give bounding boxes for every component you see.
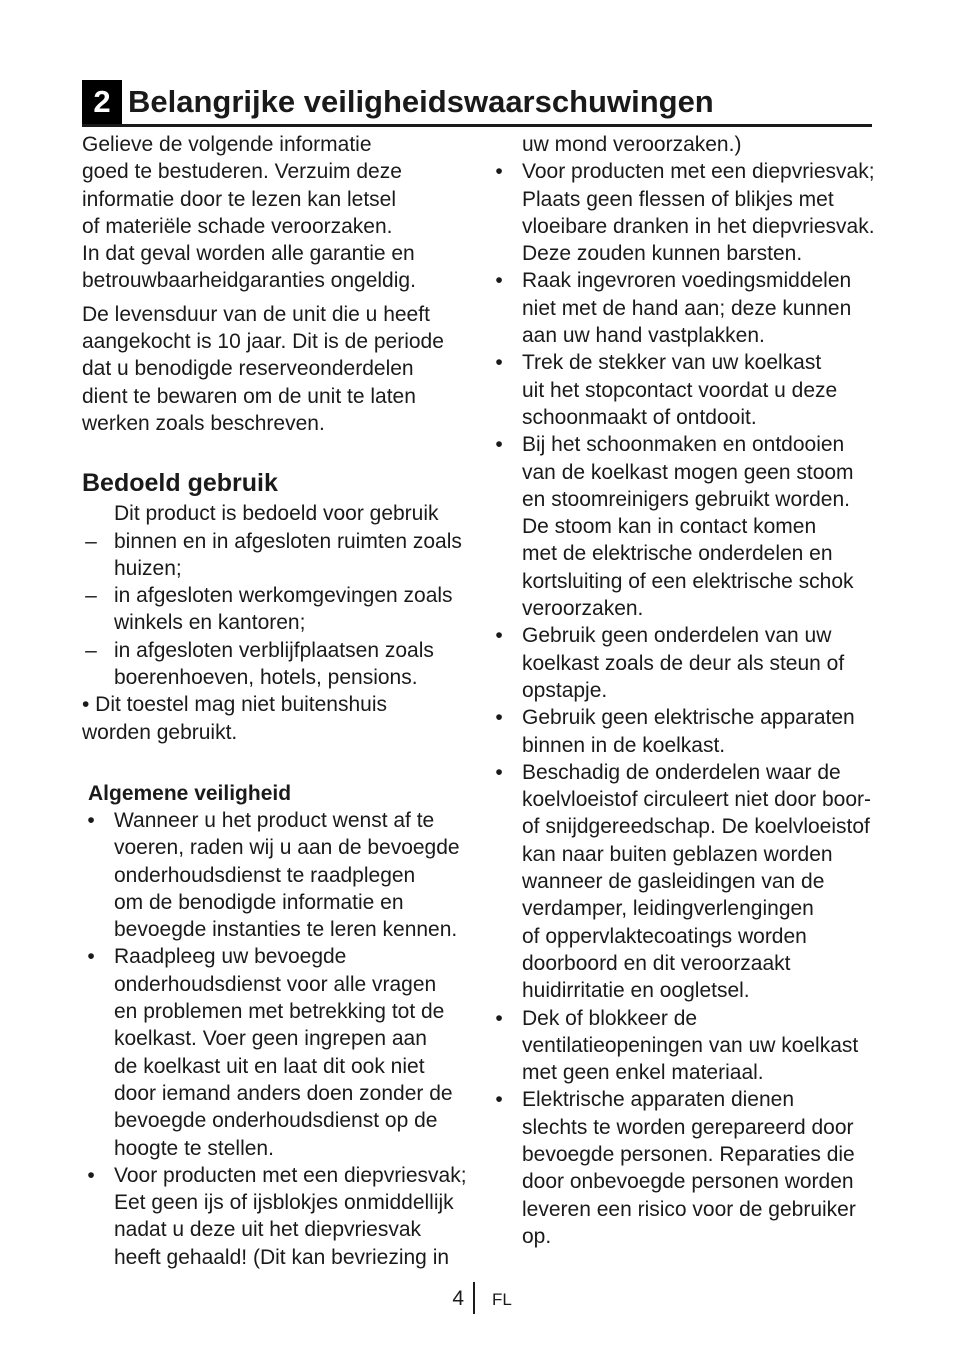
- text-line: nadat u deze uit het diepvriesvak: [114, 1218, 422, 1242]
- text-line: door onbevoegde personen worden: [522, 1170, 854, 1194]
- list-item-text: [114, 639, 434, 689]
- text-line: door iemand anders doen zonder de: [114, 1081, 453, 1105]
- chapter-header: [82, 80, 872, 127]
- bullet-icon: •: [495, 1006, 503, 1030]
- bullet-icon: •: [495, 1088, 503, 1112]
- text-line: binnen in de koelkast.: [522, 733, 726, 757]
- intro-paragraph: [82, 131, 472, 295]
- bullet-icon: •: [87, 945, 95, 969]
- text-line: voeren, raden wij u aan de bevoegde: [114, 836, 460, 860]
- text-line: worden gebruikt.: [82, 720, 238, 744]
- chapter-number: 2: [82, 80, 122, 124]
- text-line: ventilatieopeningen van uw koelkast: [522, 1033, 859, 1057]
- text-line: de koelkast uit en laat dit ook niet: [114, 1054, 425, 1078]
- list-item: [490, 349, 880, 431]
- text-line: onderhoudsdienst voor alle vragen: [114, 972, 437, 996]
- bullet-icon: •: [495, 160, 503, 184]
- text-line: Voor producten met een diepvriesvak;: [522, 160, 875, 184]
- text-line: dat u benodigde reserveonderdelen: [82, 357, 414, 381]
- text-line: en stoomreinigers gebruikt worden.: [522, 487, 851, 511]
- text-line: betrouwbaarheidgaranties ongeldig.: [82, 269, 416, 293]
- text-line: onderhoudsdienst te raadplegen: [114, 863, 416, 887]
- left-column: [82, 131, 472, 1271]
- text-line: De stoom kan in contact komen: [522, 515, 817, 539]
- text-line: om de benodigde informatie en: [114, 890, 404, 914]
- bullet-icon: •: [495, 760, 503, 784]
- text-line: boerenhoeven, hotels, pensions.: [114, 666, 418, 690]
- text-line: Gelieve de volgende informatie: [82, 133, 372, 156]
- text-line: hoogte te stellen.: [114, 1136, 274, 1160]
- list-item: [490, 704, 880, 759]
- list-item-text: [522, 761, 871, 1002]
- text-line: doorboord en dit veroorzaakt: [522, 951, 791, 975]
- list-item-text: [522, 1007, 858, 1085]
- list-item: [82, 943, 472, 1161]
- text-line: Wanneer u het product wenst af te: [114, 808, 435, 832]
- list-item: [490, 431, 880, 622]
- list-item-text: [114, 584, 453, 634]
- text-line: aangekocht is 10 jaar. Dit is de periode: [82, 330, 444, 354]
- text-line: kortsluiting of een elektrische schok: [522, 569, 854, 593]
- text-line: • Dit toestel mag niet buitenshuis: [82, 693, 388, 717]
- text-line: Deze zouden kunnen barsten.: [522, 242, 803, 266]
- text-line: bevoegde instanties te leren kennen.: [114, 918, 458, 942]
- text-line: bevoegde personen. Reparaties die: [522, 1142, 855, 1166]
- text-line: vloeibare dranken in het diepvriesvak.: [522, 214, 875, 238]
- section-heading-intended-use: Bedoeld gebruik: [82, 469, 278, 498]
- list-item: [490, 622, 880, 704]
- text-line: Bij het schoonmaken en ontdooien: [522, 433, 845, 457]
- list-item-text: [522, 1088, 856, 1247]
- list-item-text: [522, 706, 855, 756]
- continuation-text: uw mond veroorzaken.): [522, 133, 742, 156]
- list-item-text: [114, 530, 462, 580]
- text-line: opstapje.: [522, 678, 608, 702]
- bullet-icon: •: [87, 1163, 95, 1187]
- list-item: [82, 637, 472, 692]
- bullet-icon: •: [495, 433, 503, 457]
- safety-list-continued: [490, 158, 880, 1250]
- text-line: veroorzaken.: [522, 597, 644, 621]
- text-line: koelkast zoals de deur als steun of: [522, 651, 845, 675]
- dash-icon: –: [85, 638, 97, 662]
- text-line: leveren een risico voor de gebruiker: [522, 1197, 856, 1221]
- list-item: [82, 1162, 472, 1271]
- text-line: Trek de stekker van uw koelkast: [522, 351, 822, 375]
- text-line: werken zoals beschreven.: [82, 411, 325, 435]
- text-line: met de elektrische onderdelen en: [522, 542, 833, 566]
- text-line: informatie door te lezen kan letsel: [82, 187, 397, 211]
- text-line: goed te bestuderen. Verzuim deze: [82, 160, 402, 184]
- bullet-icon: •: [495, 269, 503, 293]
- text-line: of oppervlaktecoatings worden: [522, 924, 807, 948]
- text-line: met geen enkel materiaal.: [522, 1061, 764, 1085]
- text-line: of materiële schade veroorzaken.: [82, 214, 393, 238]
- text-line: Gebruik geen onderdelen van uw: [522, 624, 832, 648]
- bullet-icon: •: [495, 706, 503, 730]
- text-line: koelvloeistof circuleert niet door boor-: [522, 788, 872, 812]
- text-line: In dat geval worden alle garantie en: [82, 242, 415, 266]
- text-line: op.: [522, 1224, 552, 1248]
- list-item: [82, 807, 472, 943]
- text-line: schoonmaakt of ontdooit.: [522, 405, 757, 429]
- list-item-text: [522, 351, 837, 429]
- intended-use-list: [82, 528, 472, 692]
- bullet-icon: •: [87, 808, 95, 832]
- chapter-title: Belangrijke veiligheidswaarschuwingen: [128, 84, 714, 119]
- text-line: kan naar buiten geblazen worden: [522, 842, 833, 866]
- text-line: van de koelkast mogen geen stoom: [522, 460, 854, 484]
- text-line: Gebruik geen elektrische apparaten: [522, 706, 855, 730]
- text-line: Beschadig de onderdelen waar de: [522, 760, 841, 784]
- text-line: verdamper, leidingverlengingen: [522, 897, 814, 921]
- text-line: dient te bewaren om de unit te laten: [82, 384, 416, 408]
- text-line: Raak ingevroren voedingsmiddelen: [522, 269, 852, 293]
- list-item: [490, 158, 880, 267]
- list-item-text: [522, 160, 875, 265]
- list-item: [490, 267, 880, 349]
- text-line: Voor producten met een diepvriesvak;: [114, 1163, 467, 1187]
- list-item: [490, 1086, 880, 1250]
- text-line: koelkast. Voer geen ingrepen aan: [114, 1027, 427, 1051]
- text-line: in afgesloten werkomgevingen zoals: [114, 584, 453, 608]
- text-line: of snijdgereedschap. De koelvloeistof: [522, 815, 870, 839]
- lifetime-paragraph: [82, 301, 472, 437]
- text-line: Plaats geen flessen of blikjes met: [522, 187, 834, 211]
- list-item: [490, 759, 880, 1005]
- intended-use-lead: Dit product is bedoeld voor gebruik: [114, 502, 439, 526]
- text-line: Eet geen ijs of ijsblokjes onmiddellijk: [114, 1191, 454, 1215]
- list-item: [82, 582, 472, 637]
- list-item-text: [522, 269, 851, 347]
- text-line: wanneer de gasleidingen van de: [522, 870, 825, 894]
- text-line: uit het stopcontact voordat u deze: [522, 378, 838, 402]
- text-line: niet met de hand aan; deze kunnen: [522, 296, 852, 320]
- text-line: Elektrische apparaten dienen: [522, 1088, 795, 1112]
- list-item: [490, 1005, 880, 1087]
- text-line: winkels en kantoren;: [114, 611, 306, 635]
- text-line: heeft gehaald! (Dit kan bevriezing in: [114, 1245, 450, 1269]
- text-line: aan uw hand vastplakken.: [522, 324, 765, 348]
- language-code: FL: [492, 1290, 512, 1309]
- list-item-text: [522, 624, 844, 702]
- text-line: slechts te worden gerepareerd door: [522, 1115, 854, 1139]
- list-item-text: [522, 433, 854, 620]
- text-line: huidirritatie en oogletsel.: [522, 979, 750, 1003]
- text-line: Dek of blokkeer de: [522, 1006, 698, 1030]
- dash-icon: –: [85, 529, 97, 553]
- list-item: [82, 528, 472, 583]
- text-line: huizen;: [114, 556, 182, 580]
- text-line: De levensduur van de unit die u heeft: [82, 302, 430, 326]
- list-item-text: [114, 945, 453, 1159]
- text-line: in afgesloten verblijfplaatsen zoals: [114, 638, 434, 662]
- text-line: en problemen met betrekking tot de: [114, 1000, 445, 1024]
- general-safety-list: [82, 807, 472, 1271]
- outdoor-note: [82, 691, 472, 746]
- page-number: 4: [452, 1287, 464, 1310]
- right-column: [490, 131, 880, 1250]
- list-item-text: [114, 1164, 467, 1269]
- bullet-icon: •: [495, 351, 503, 375]
- bullet-icon: •: [495, 624, 503, 648]
- section-heading-general-safety: Algemene veiligheid: [88, 781, 292, 805]
- footer-divider: [473, 1282, 475, 1314]
- text-line: binnen en in afgesloten ruimten zoals: [114, 529, 462, 553]
- text-line: bevoegde onderhoudsdienst op de: [114, 1109, 438, 1133]
- list-item-text: [114, 809, 460, 941]
- dash-icon: –: [85, 584, 97, 608]
- text-line: Raadpleeg uw bevoegde: [114, 945, 347, 969]
